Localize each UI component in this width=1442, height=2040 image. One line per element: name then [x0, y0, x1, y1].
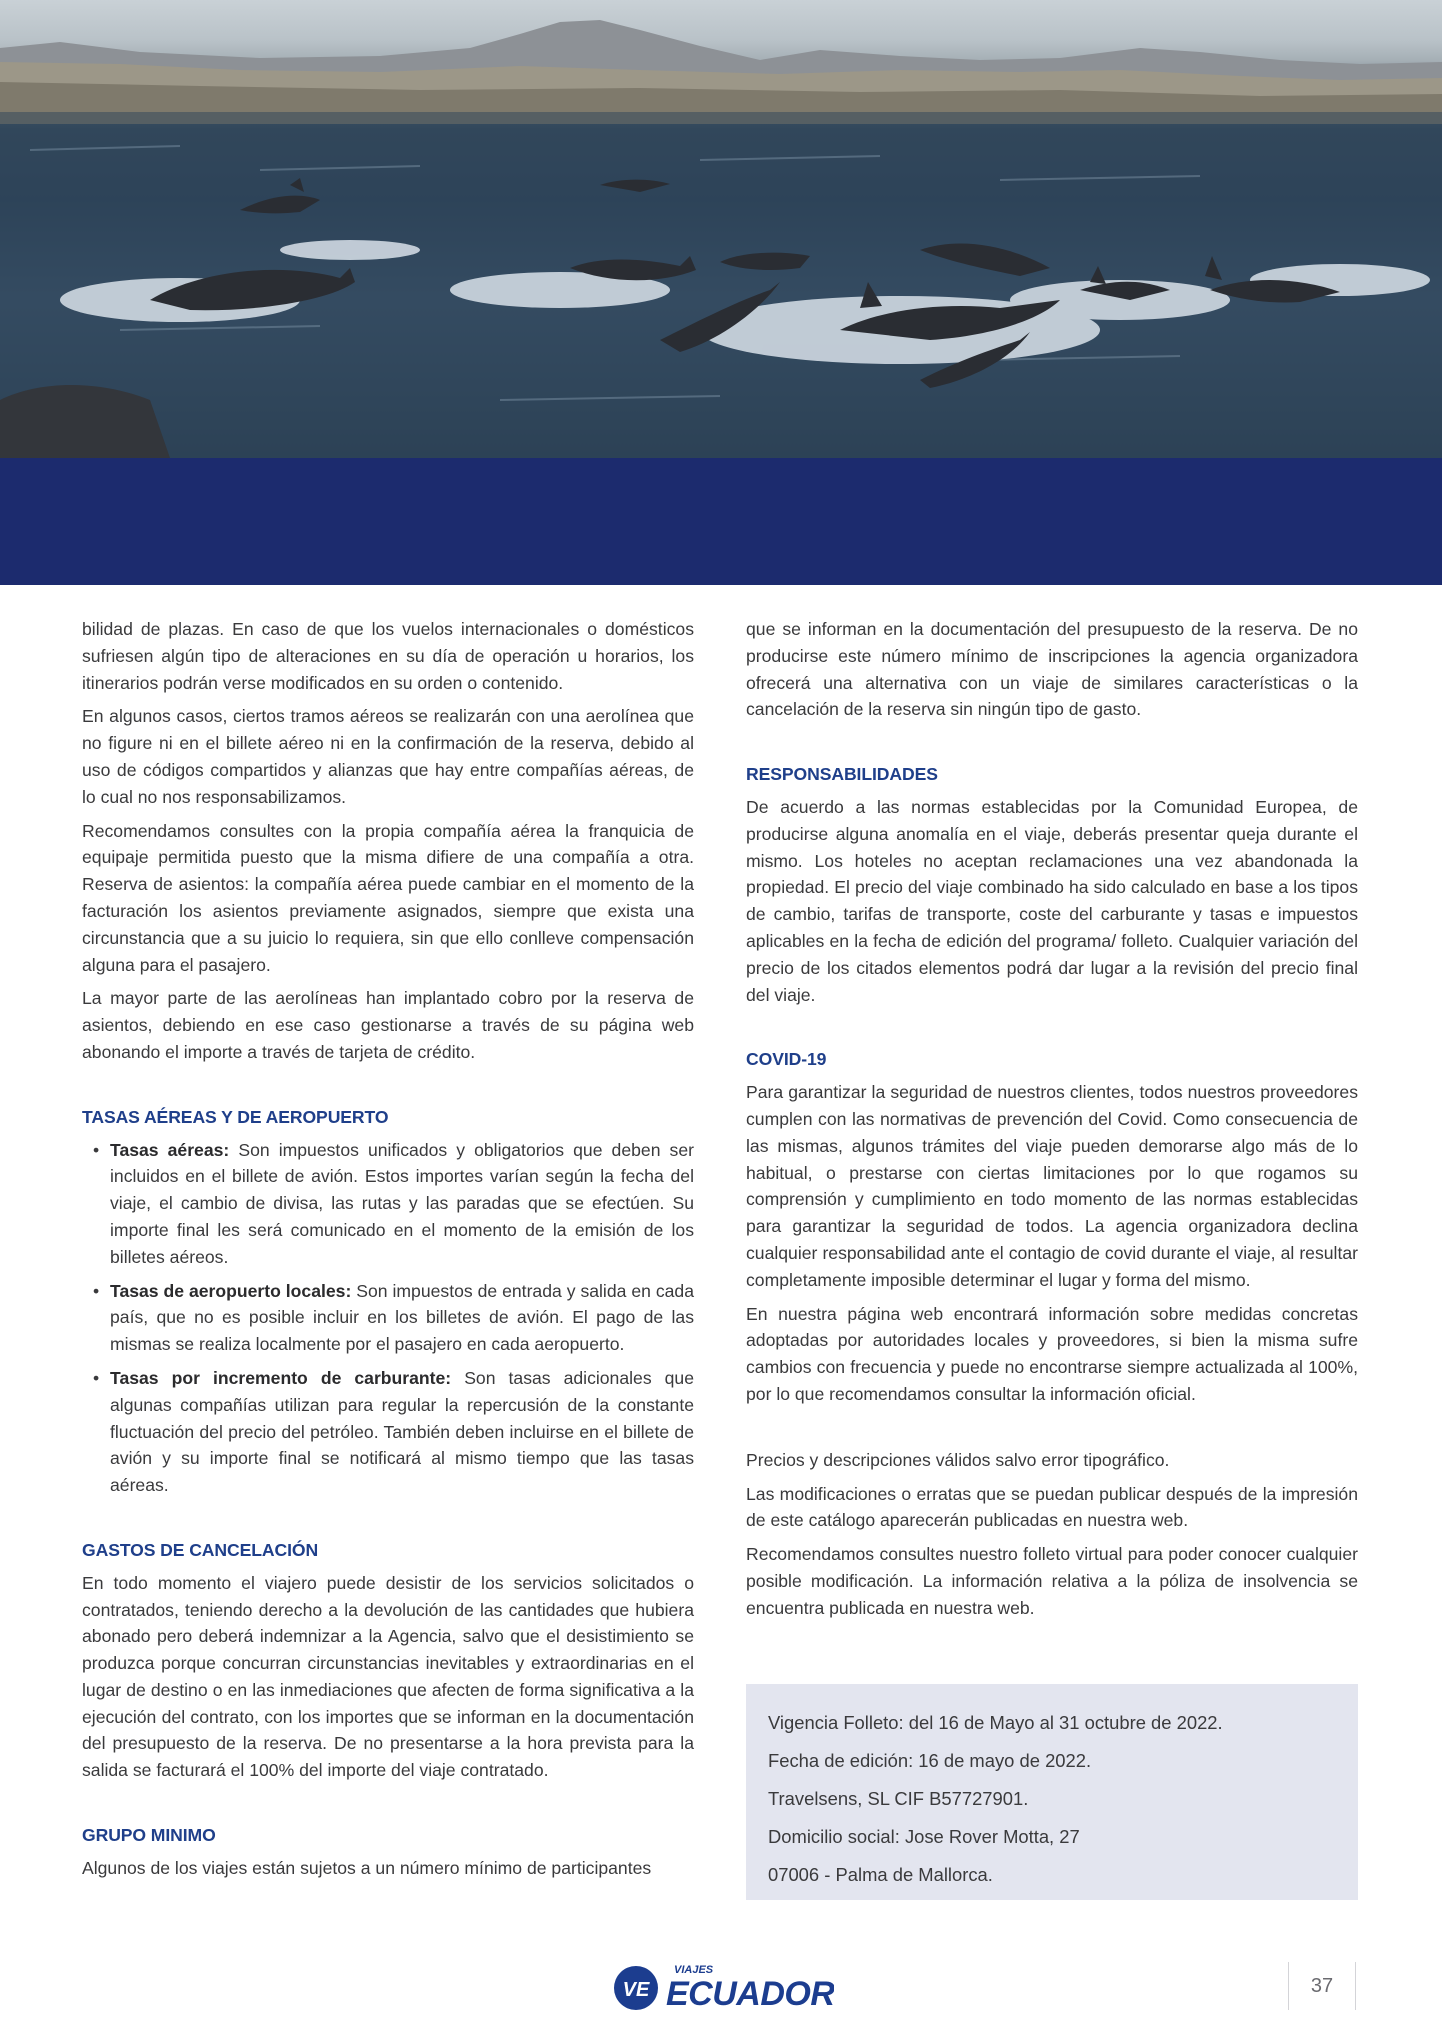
responsabilidades-text: De acuerdo a las normas establecidas por la Comunidad Europea, de producirse alguna anomalía en el viaje, deberás presentar queja durante el mismo. Los hoteles no aceptan reclamaciones una vez abandonada la propiedad. El precio del viaje combinado ha sido calculado en base a los tipos de cambio, tarifas de transporte, coste del carburante y tasas e impuestos aplicables en la fecha de edición del programa/ folleto. Cualquier variación del precio de los citados elementos podrá dar lugar a la revisión del precio final del viaje.	[746, 796, 1358, 1005]
list-item	[82, 1137, 694, 1271]
tasas-item-title: Tasas aéreas:	[110, 1139, 230, 1160]
list-item	[82, 1365, 694, 1499]
intro-paragraph-3: Recomendamos consultes con la propia compañía aérea la franquicia de equipaje permitida puesto que la misma difiere de una compañía a otra. Reserva de asientos: la compañía aérea puede cambiar en el momento de la facturación los asientos previamente asignados, siempre que exista una circunstancia que a su juicio lo requiera, sin que ello conlleve compensación alguna para el pasajero.	[82, 820, 694, 975]
dolphins-illustration	[0, 0, 1442, 458]
cancelacion-text: En todo momento el viajero puede desistir de los servicios solicitados o contratados, teniendo derecho a la devolución de las cantidades que hubiera abonado pero deberá indemnizar a la Agencia, salvo que el desistimiento se produzca porque concurran circunstancias inevitables y extraordinarias en el lugar de destino o en las inmediaciones que afecten de forma significativa a la ejecución del contrato, con los importes que se informan en la documentación del presupuesto de la reserva. De no presentarse a la hora prevista para la salida se facturará el 100% del importe del viaje contratado.	[82, 1572, 694, 1781]
bullet-icon: •	[93, 1280, 100, 1301]
note-2: Las modificaciones o erratas que se puedan publicar después de la impresión de este catálogo aparecerán publicadas en nuestra web.	[746, 1483, 1358, 1531]
tasas-list	[82, 1137, 694, 1499]
tasas-item-title: Tasas de aeropuerto locales:	[110, 1280, 352, 1301]
viajes-ecuador-logo	[612, 1960, 834, 2012]
bullet-icon: •	[93, 1367, 100, 1388]
intro-paragraph-2: En algunos casos, ciertos tramos aéreos se realizarán con una aerolínea que no figure ni en el billete aéreo ni en la confirmación de la reserva, debido al uso de códigos compartidos y alianzas que hay entre compañías aéreas, de lo cual no nos responsabilizamos.	[82, 706, 694, 807]
covid-paragraph-2: En nuestra página web encontrará información sobre medidas concretas adoptadas por autoridades locales y proveedores, si bien la misma sufre cambios con frecuencia y puede no encontrarse siempre actualizada al 100%, por lo que recomendamos consultar la información oficial.	[746, 1303, 1358, 1404]
info-line: Fecha de edición: 16 de mayo de 2022.	[768, 1749, 1092, 1771]
cancelacion-heading: GASTOS DE CANCELACIÓN	[82, 1539, 319, 1560]
page-number: 37	[1310, 1975, 1334, 1997]
tasas-item-title: Tasas por incremento de carburante:	[110, 1367, 452, 1388]
note-1: Precios y descripciones válidos salvo error tipográfico.	[746, 1449, 1170, 1470]
info-line: 07006 - Palma de Mallorca.	[768, 1863, 993, 1885]
note-3: Recomendamos consultes nuestro folleto virtual para poder conocer cualquier posible modificación. La información relativa a la póliza de insolvencia se encuentra publicada en nuestra web.	[746, 1544, 1358, 1618]
tasas-item-text: Son impuestos unificados y obligatorios que deben ser incluidos en el billete de avión. Estos importes varían según la fecha del viaje, el cambio de divisa, las rutas y las paradas que se efectúen. Su importe final les será comunicado en el momento de la emisión de los billetes aéreos.	[110, 1139, 694, 1267]
grupo-heading: GRUPO MINIMO	[82, 1825, 216, 1846]
logo-mark: VE	[622, 1979, 650, 2001]
info-line: Vigencia Folleto: del 16 de Mayo al 31 octubre de 2022.	[768, 1711, 1223, 1733]
tasas-item-text: Son tasas adicionales que algunas compañías utilizan para regular la repercusión de la constante fluctuación del precio del petróleo. También deben incluirse en el billete de avión y su importe final se notificará al mismo tiempo que las tasas aéreas.	[110, 1367, 694, 1496]
logo-small-text: VIAJES	[674, 1964, 714, 1976]
validity-info-box	[746, 1684, 1358, 1900]
blue-band	[0, 458, 1442, 585]
bullet-icon: •	[93, 1139, 100, 1160]
responsabilidades-heading: RESPONSABILIDADES	[746, 764, 938, 785]
right-column	[746, 616, 1358, 1900]
covid-heading: COVID-19	[746, 1049, 827, 1070]
info-line: Domicilio social: Jose Rover Motta, 27	[768, 1825, 1080, 1847]
grupo-text: Algunos de los viajes están sujetos a un número mínimo de participantes	[82, 1857, 652, 1878]
covid-paragraph-1: Para garantizar la seguridad de nuestros clientes, todos nuestros proveedores cumplen con las normativas de prevención del Covid. Como consecuencia de las mismas, algunos trámites del viaje pueden demorarse algo más de lo habitual, o prestarse con ciertas limitaciones por lo que rogamos su comprensión y cumplimiento en todo momento de las normas establecidas para garantizar la seguridad de todos. La agencia organizadora declina cualquier responsabilidad ante el contagio de covid durante el viaje, al resultar completamente imposible determinar el lugar y forma del mismo.	[746, 1082, 1358, 1290]
info-line: Travelsens, SL CIF B57727901.	[768, 1787, 1029, 1809]
intro-paragraph-1: bilidad de plazas. En caso de que los vuelos internacionales o domésticos sufriesen algún tipo de alteraciones en su día de operación u horarios, los itinerarios podrán verse modificados en su orden o contenido.	[82, 619, 694, 693]
tasas-item-text: Son impuestos de entrada y salida en cada país, que no es posible incluir en los billetes de avión. El pago de las mismas se realiza localmente por el pasajero en cada aeropuerto.	[110, 1280, 694, 1355]
logo-main-text: ECUADOR	[666, 1975, 834, 2012]
intro-paragraph-4: La mayor parte de las aerolíneas han implantado cobro por la reserva de asientos, debiendo en ese caso gestionarse a través de su página web abonando el importe a través de tarjeta de crédito.	[82, 988, 694, 1062]
tasas-heading: TASAS AÉREAS Y DE AEROPUERTO	[82, 1106, 389, 1127]
grupo-continued-text: que se informan en la documentación del presupuesto de la reserva. De no producirse este número mínimo de inscripciones la agencia organizadora ofrecerá una alternativa con un viaje de similares características o la cancelación de la reserva sin ningún tipo de gasto.	[746, 619, 1358, 720]
left-column	[82, 616, 694, 1889]
page-number-box	[1288, 1962, 1356, 2010]
hero-photo	[0, 0, 1442, 458]
list-item	[82, 1278, 694, 1358]
